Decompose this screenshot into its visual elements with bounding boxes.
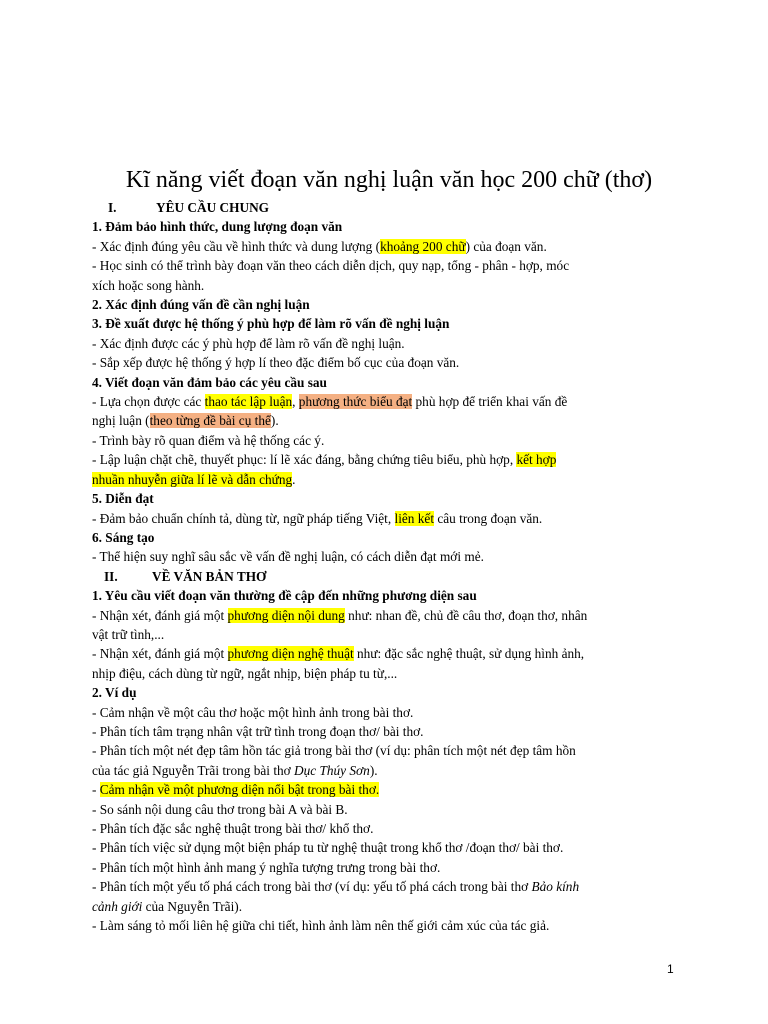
text-segment: ). [369, 762, 378, 778]
text-segment: nghị luận ( [92, 413, 150, 429]
document-body [92, 198, 682, 935]
text-line [92, 858, 682, 877]
text-line [92, 877, 682, 896]
text-segment: - Phân tích đặc sắc nghệ thuật trong bài thơ/ khổ thơ. [92, 821, 374, 836]
subheading [92, 314, 682, 333]
text-line [92, 722, 682, 741]
text-segment: xích hoặc song hành. [92, 277, 205, 293]
section-heading [92, 198, 682, 217]
highlighted-text: phương diện nội dung [227, 607, 345, 623]
text-segment: - Nhận xét, đánh giá một [92, 607, 228, 623]
text-line [92, 644, 682, 663]
text-segment: phù hợp để triển khai vấn đề [412, 394, 568, 410]
text-segment: ). [270, 413, 279, 429]
text-segment: - Xác định đúng yêu cầu về hình thức và dung lượng ( [92, 238, 381, 254]
text-segment: câu trong đoạn văn. [434, 510, 543, 526]
text-line [92, 547, 682, 566]
page-number: 1 [667, 962, 674, 976]
page-title: Kĩ năng viết đoạn văn nghị luận văn học 200 chữ (thơ) [125, 167, 653, 193]
italic-title: Bảo kính [531, 879, 580, 895]
subheading [92, 683, 682, 702]
text-segment: - Phân tích tâm trạng nhân vật trữ tình trong đoạn thơ/ bài thơ. [92, 723, 424, 739]
text-segment: của tác giả Nguyễn Trãi trong bài thơ [92, 762, 295, 778]
highlighted-text: theo từng đề bài cụ thể [149, 413, 271, 429]
text-segment: 3. Đề xuất được hệ thống ý phù hợp để làm rõ vấn đề nghị luận [92, 316, 450, 332]
text-line [92, 411, 682, 430]
text-segment: 5. Diễn đạt [92, 491, 154, 507]
text-line [92, 780, 682, 799]
highlighted-text: khoảng 200 chữ [380, 238, 466, 254]
text-segment: - Phân tích một hình ảnh mang ý nghĩa tượng trưng trong bài thơ. [92, 859, 441, 875]
highlighted-text: nhuần nhuyễn giữa lí lẽ và dẫn chứng [92, 471, 293, 487]
highlighted-text: liên kết [394, 510, 435, 526]
text-segment: 1. Yêu cầu viết đoạn văn thường đề cập đến những phương diện sau [92, 588, 477, 604]
text-segment: nhịp điệu, cách dùng từ ngữ, ngắt nhịp, biện pháp tu từ,... [92, 665, 398, 681]
text-line [92, 334, 682, 353]
section-title: YÊU CẦU CHUNG [156, 200, 270, 215]
highlighted-text: thao tác lập luận [204, 394, 293, 410]
text-segment: vật trữ tình,... [92, 626, 165, 642]
text-segment: - Lập luận chặt chẽ, thuyết phục: lí lẽ xác đáng, bằng chứng tiêu biểu, phù hợp, [92, 452, 517, 468]
text-segment: 2. Xác định đúng vấn đề cần nghị luận [92, 297, 310, 313]
subheading [92, 295, 682, 314]
text-line [92, 703, 682, 722]
text-line [92, 741, 682, 760]
text-segment: - Nhận xét, đánh giá một [92, 646, 228, 662]
text-segment: - Phân tích một yếu tố phá cách trong bài thơ (ví dụ: yếu tố phá cách trong bài thơ [92, 879, 532, 895]
text-segment: - Lựa chọn được các [92, 394, 205, 410]
text-segment: 1. Đảm bảo hình thức, dung lượng đoạn văn [92, 219, 343, 235]
section-number: II. [104, 568, 118, 584]
text-segment: - So sánh nội dung câu thơ trong bài A và bài B. [92, 801, 348, 817]
italic-title: Dục Thúy Sơn [294, 762, 370, 778]
text-segment: - Sắp xếp được hệ thống ý hợp lí theo đặc điểm bố cục của đoạn văn. [92, 355, 460, 371]
text-segment: như: đặc sắc nghệ thuật, sử dụng hình ảnh, [353, 646, 585, 662]
text-segment: - Đảm bảo chuẩn chính tả, dùng từ, ngữ pháp tiếng Việt, [92, 510, 395, 526]
section-heading [92, 567, 682, 586]
text-segment: , [292, 394, 299, 410]
text-segment: - Làm sáng tỏ mối liên hệ giữa chi tiết, hình ảnh làm nên thế giới cảm xúc của tác giả. [92, 918, 550, 934]
highlighted-text: Cảm nhận về một phương diện nổi bật trong bài thơ. [99, 782, 380, 798]
highlighted-text: phương thức biểu đạt [298, 394, 413, 410]
subheading [92, 528, 682, 547]
text-line [92, 664, 682, 683]
subheading [92, 586, 682, 605]
text-segment: - Học sinh có thể trình bày đoạn văn theo cách diễn dịch, quy nạp, tổng - phân - hợp, móc [92, 258, 570, 274]
text-line [92, 606, 682, 625]
text-line [92, 431, 682, 450]
subheading [92, 373, 682, 392]
text-segment: ) của đoạn văn. [465, 238, 547, 254]
text-segment: 4. Viết đoạn văn đảm bảo các yêu cầu sau [92, 374, 327, 390]
text-line [92, 819, 682, 838]
text-line [92, 838, 682, 857]
text-segment: - Thể hiện suy nghĩ sâu sắc về vấn đề nghị luận, có cách diễn đạt mới mẻ. [92, 549, 484, 565]
text-line [92, 256, 682, 275]
subheading [92, 217, 682, 236]
highlighted-text: kết hợp [516, 452, 557, 468]
text-line [92, 625, 682, 644]
text-line [92, 916, 682, 935]
text-segment: - Cảm nhận về một câu thơ hoặc một hình ảnh trong bài thơ. [92, 704, 414, 720]
text-line [92, 897, 682, 916]
text-segment: - Phân tích việc sử dụng một biện pháp tu từ nghệ thuật trong khổ thơ /đoạn thơ/ bài thơ. [92, 840, 564, 856]
text-segment: 6. Sáng tạo [92, 529, 155, 545]
section-title: VỀ VĂN BẢN THƠ [152, 568, 267, 584]
text-line [92, 353, 682, 372]
highlighted-text: phương diện nghệ thuật [227, 646, 354, 662]
text-line [92, 276, 682, 295]
text-line [92, 800, 682, 819]
text-segment: của Nguyễn Trãi). [142, 898, 243, 914]
text-line [92, 509, 682, 528]
italic-title: cảnh giới [92, 898, 143, 914]
text-line [92, 470, 682, 489]
subheading [92, 489, 682, 508]
text-segment: - Xác định được các ý phù hợp để làm rõ vấn đề nghị luận. [92, 335, 405, 351]
text-line [92, 450, 682, 469]
text-segment: 2. Ví dụ [92, 685, 137, 701]
text-line [92, 237, 682, 256]
text-segment: như: nhan đề, chủ đề câu thơ, đoạn thơ, nhân [344, 607, 588, 623]
text-segment: - Phân tích một nét đẹp tâm hồn tác giả trong bài thơ (ví dụ: phân tích một nét đẹp tâm hồn [92, 743, 576, 759]
text-line [92, 761, 682, 780]
text-line [92, 392, 682, 411]
section-number: I. [108, 200, 117, 215]
text-segment: - [92, 782, 100, 798]
text-segment: . [292, 471, 296, 487]
text-segment: - Trình bày rõ quan điểm và hệ thống các ý. [92, 432, 325, 448]
